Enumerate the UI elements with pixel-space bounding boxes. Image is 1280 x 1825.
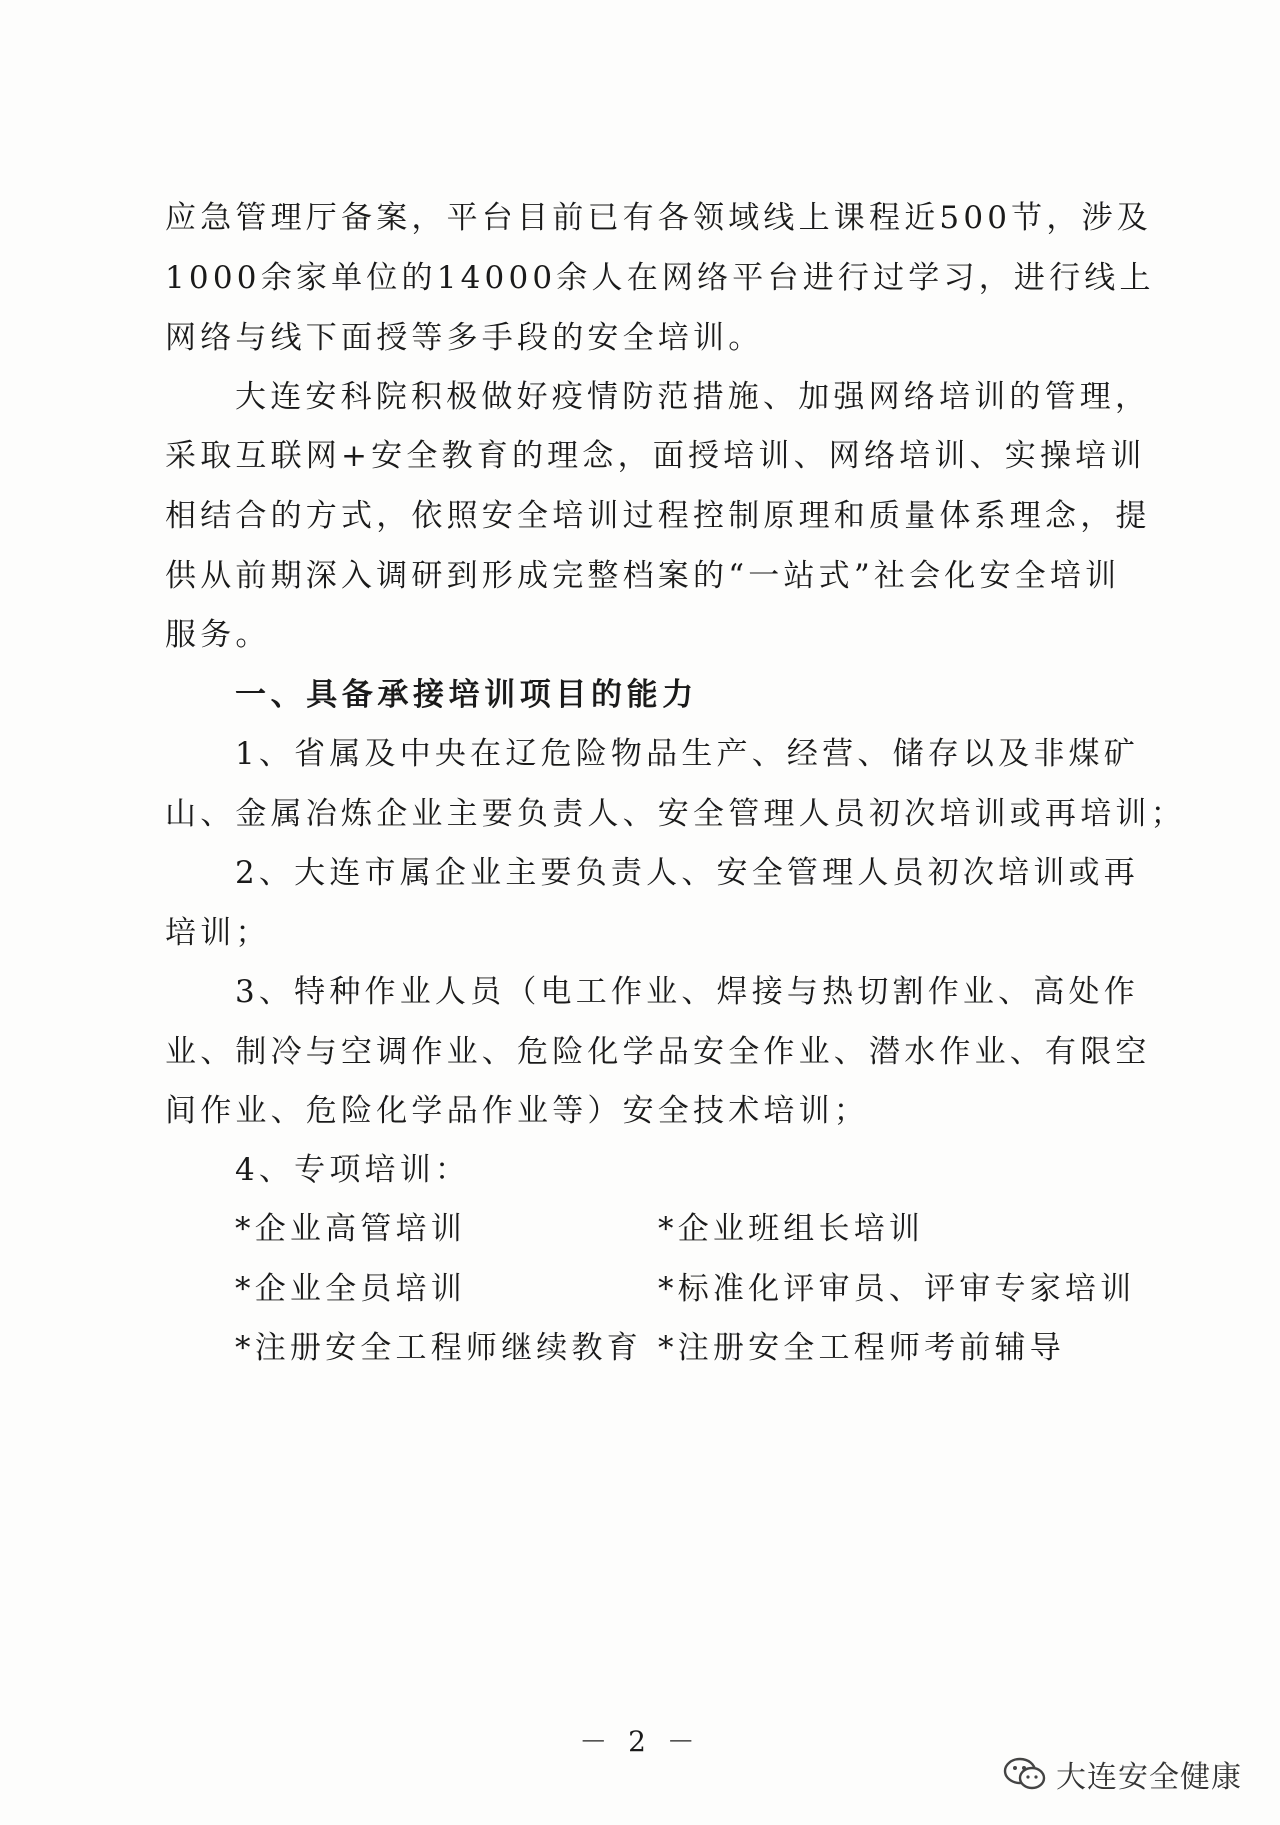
paragraph-line: 3、特种作业人员（电工作业、焊接与热切割作业、高处作 bbox=[235, 974, 1139, 1010]
training-item: *标准化评审员、评审专家培训 bbox=[658, 1271, 1136, 1307]
watermark-text: 大连安全健康 bbox=[1056, 1760, 1242, 1795]
training-item: *企业班组长培训 bbox=[658, 1211, 925, 1247]
paragraph-line: 相结合的方式，依照安全培训过程控制原理和质量体系理念，提 bbox=[165, 498, 1151, 534]
paragraph-line: 业、制冷与空调作业、危险化学品安全作业、潜水作业、有限空 bbox=[165, 1034, 1151, 1070]
paragraph-line: 培训； bbox=[165, 915, 271, 951]
training-item: *企业高管培训 bbox=[235, 1211, 466, 1247]
paragraph-line: 2、大连市属企业主要负责人、安全管理人员初次培训或再 bbox=[235, 855, 1139, 891]
wechat-icon bbox=[1002, 1756, 1048, 1792]
training-item: *企业全员培训 bbox=[235, 1271, 466, 1307]
paragraph-line: 服务。 bbox=[165, 617, 271, 653]
paragraph-line: 供从前期深入调研到形成完整档案的“一站式”社会化安全培训 bbox=[165, 558, 1121, 594]
paragraph-line: 山、金属冶炼企业主要负责人、安全管理人员初次培训或再培训； bbox=[165, 796, 1186, 832]
section-heading: 一、具备承接培训项目的能力 bbox=[235, 677, 698, 713]
paragraph-line: 间作业、危险化学品作业等）安全技术培训； bbox=[165, 1093, 869, 1129]
paragraph-line: 1000余家单位的14000余人在网络平台进行过学习，进行线上 bbox=[165, 260, 1155, 296]
watermark bbox=[1002, 1752, 1242, 1796]
training-item: *注册安全工程师继续教育 bbox=[235, 1330, 642, 1366]
paragraph-line: 大连安科院积极做好疫情防范措施、加强网络培训的管理， bbox=[235, 379, 1151, 415]
paragraph-line: 4、专项培训： bbox=[235, 1152, 471, 1188]
page-number: － 2 － bbox=[579, 1725, 701, 1758]
paragraph-line: 1、省属及中央在辽危险物品生产、经营、储存以及非煤矿 bbox=[235, 736, 1139, 772]
paragraph-line: 网络与线下面授等多手段的安全培训。 bbox=[165, 320, 764, 356]
training-item: *注册安全工程师考前辅导 bbox=[658, 1330, 1065, 1366]
paragraph-line: 采取互联网+安全教育的理念，面授培训、网络培训、实操培训 bbox=[165, 438, 1146, 474]
paragraph-line: 应急管理厅备案，平台目前已有各领域线上课程近500节，涉及 bbox=[165, 200, 1152, 236]
